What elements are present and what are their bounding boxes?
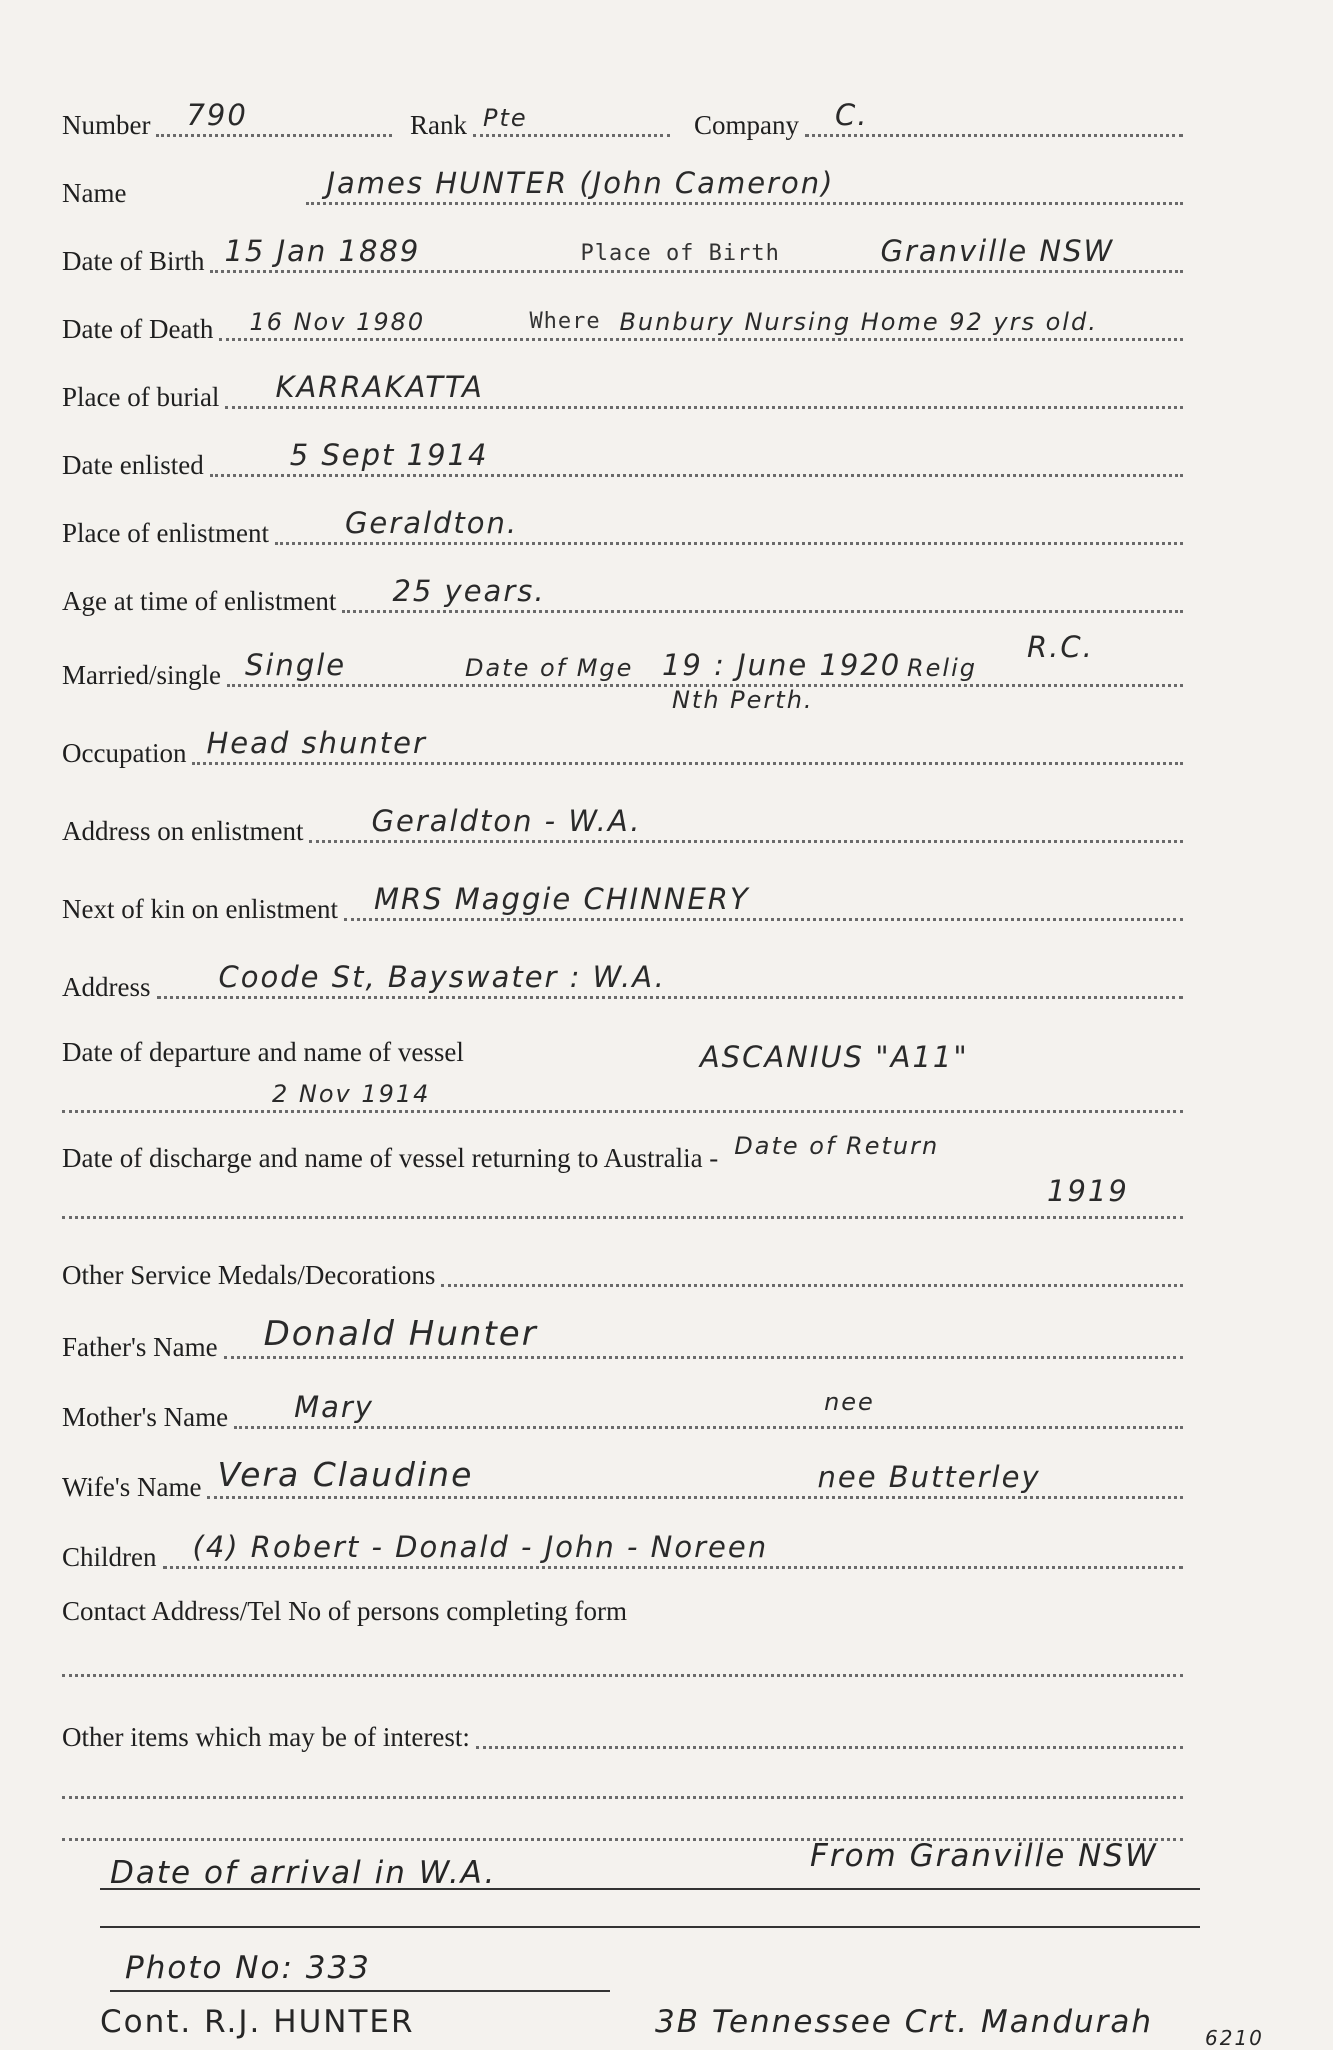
enlisted-value: 5 Sept 1914: [289, 438, 489, 472]
row-departure: [62, 1034, 1183, 1074]
company-field: [805, 100, 1183, 137]
mge-value: 19 : June 1920: [661, 648, 902, 682]
medals-field: [441, 1250, 1183, 1287]
company-value: C.: [835, 98, 869, 132]
kin-label: Next of kin on enlistment: [62, 894, 338, 924]
dob-field: [210, 236, 1183, 273]
row-discharge: [62, 1132, 1183, 1174]
return-year: 1919: [1047, 1174, 1129, 1208]
address-enlist-field: [309, 806, 1183, 843]
name-label: Name: [62, 178, 127, 208]
occupation-value: Head shunter: [206, 726, 427, 760]
discharge-extra: [724, 1132, 1183, 1174]
row-address-on-enlistment: [62, 806, 1183, 847]
married-label: Married/single: [62, 660, 221, 690]
place-of-birth-label: Place of Birth: [580, 241, 780, 266]
discharge-label: Date of discharge and name of vessel returning to Australia -: [62, 1143, 719, 1173]
burial-field: [225, 372, 1183, 409]
married-value: Single: [244, 648, 347, 682]
row-age: [62, 576, 1183, 617]
wife-value: Vera Claudine: [217, 1455, 474, 1494]
postcode-note: 6210: [1205, 2026, 1264, 2050]
company-label: Company: [694, 110, 799, 140]
row-next-of-kin: [62, 884, 1183, 925]
number-label: Number: [62, 110, 151, 140]
relig-value: R.C.: [1026, 630, 1094, 664]
other-field-3: [62, 1804, 1183, 1841]
mother-field: [234, 1388, 1183, 1429]
row-other-line-2: [62, 1762, 1183, 1803]
rank-value: Pte: [483, 104, 528, 132]
children-label: Children: [62, 1542, 157, 1572]
rank-label: Rank: [410, 110, 467, 140]
row-discharge-line: [62, 1174, 1183, 1223]
address-value: Coode St, Bayswater : W.A.: [218, 960, 666, 994]
mother-label: Mother's Name: [62, 1402, 229, 1432]
children-value: (4) Robert - Donald - John - Noreen: [192, 1530, 769, 1564]
contact-field: [62, 1640, 1183, 1677]
row-mother: [62, 1388, 1183, 1433]
dod-label: Date of Death: [62, 314, 214, 344]
where-value: Bunbury Nursing Home 92 yrs old.: [619, 308, 1098, 336]
mother-value: Mary: [294, 1390, 374, 1424]
place-of-birth-value: Granville NSW: [880, 234, 1115, 268]
row-father: [62, 1314, 1183, 1363]
row-place-of-enlistment: [62, 508, 1183, 549]
photo-note: Photo No: 333: [125, 1950, 371, 1986]
dob-value: 15 Jan 1889: [224, 234, 421, 268]
row-departure-date: [62, 1080, 1183, 1117]
father-field: [224, 1314, 1183, 1359]
medals-label: Other Service Medals/Decorations: [62, 1260, 436, 1290]
other-label: Other items which may be of interest:: [62, 1722, 470, 1752]
wife-nee: nee Butterley: [817, 1460, 1041, 1494]
father-label: Father's Name: [62, 1332, 218, 1362]
row-occupation: [62, 728, 1183, 769]
from-note: From Granville NSW: [810, 1838, 1158, 1874]
address-field: [157, 962, 1184, 999]
place-enlist-field: [275, 508, 1183, 545]
relig-label: Relig: [906, 654, 977, 682]
occupation-field: [192, 728, 1183, 765]
contact-address-note: 3B Tennessee Crt. Mandurah: [655, 2004, 1154, 2040]
address-enlist-label: Address on enlistment: [62, 816, 304, 846]
rank-field: [473, 100, 670, 137]
other-field: [476, 1712, 1183, 1749]
footer-rule: [100, 1926, 1200, 1928]
kin-value: MRS Maggie CHINNERY: [373, 882, 750, 916]
number-field: [156, 100, 392, 137]
departure-label: Date of departure and name of vessel: [62, 1037, 464, 1067]
burial-label: Place of burial: [62, 382, 220, 412]
where-label: Where: [529, 309, 601, 334]
row-place-of-burial: [62, 372, 1183, 413]
children-field: [163, 1532, 1184, 1569]
row-other-items: [62, 1712, 1183, 1753]
row-date-of-death: [62, 304, 1183, 345]
burial-value: KARRAKATTA: [275, 370, 484, 404]
wife-field: [207, 1455, 1183, 1499]
departure-field: [62, 1080, 1183, 1113]
place-enlist-value: Geraldton.: [344, 506, 519, 540]
marriage-place-value: Nth Perth.: [671, 686, 814, 714]
row-date-of-birth: [62, 236, 1183, 277]
arrival-underline: [100, 1888, 1200, 1890]
other-field-2: [62, 1762, 1183, 1799]
age-label: Age at time of enlistment: [62, 586, 337, 616]
enlisted-label: Date enlisted: [62, 450, 204, 480]
name-value: James HUNTER (John Cameron): [326, 166, 835, 200]
number-value: 790: [186, 98, 248, 132]
row-number-rank-company: [62, 100, 1183, 141]
dob-label: Date of Birth: [62, 246, 205, 276]
mother-nee: nee: [824, 1388, 875, 1416]
row-name: [62, 168, 1183, 209]
row-date-enlisted: [62, 440, 1183, 481]
age-value: 25 years.: [392, 574, 546, 608]
arrival-note: Date of arrival in W.A.: [110, 1855, 497, 1891]
mge-label: Date of Mge: [464, 654, 634, 682]
address-label: Address: [62, 972, 151, 1002]
departure-extra: [470, 1034, 1183, 1074]
row-children: [62, 1532, 1183, 1573]
dod-field: [219, 304, 1183, 341]
row-contact-line: [62, 1640, 1183, 1681]
row-address: [62, 962, 1183, 1003]
kin-field: [344, 884, 1183, 921]
vessel-value: ASCANIUS "A11": [699, 1040, 969, 1074]
row-married-single: [62, 630, 1183, 714]
dod-value: 16 Nov 1980: [249, 308, 426, 336]
name-field: [306, 168, 1183, 205]
contact-label: Contact Address/Tel No of persons completing form: [62, 1596, 628, 1626]
wife-label: Wife's Name: [62, 1472, 202, 1502]
enlisted-field: [210, 440, 1183, 477]
married-field: [227, 630, 1183, 714]
father-value: Donald Hunter: [263, 1314, 538, 1354]
occupation-label: Occupation: [62, 738, 187, 768]
departure-date-value: 2 Nov 1914: [272, 1080, 431, 1108]
row-medals: [62, 1250, 1183, 1291]
photo-underline: [110, 1990, 610, 1992]
place-enlist-label: Place of enlistment: [62, 518, 269, 548]
address-enlist-value: Geraldton - W.A.: [371, 804, 642, 838]
age-field: [342, 576, 1183, 613]
row-wife: [62, 1455, 1183, 1503]
row-contact: [62, 1596, 1183, 1627]
return-note: Date of Return: [734, 1132, 940, 1160]
contact-name-note: Cont. R.J. HUNTER: [100, 2004, 415, 2040]
discharge-field: [62, 1174, 1183, 1219]
